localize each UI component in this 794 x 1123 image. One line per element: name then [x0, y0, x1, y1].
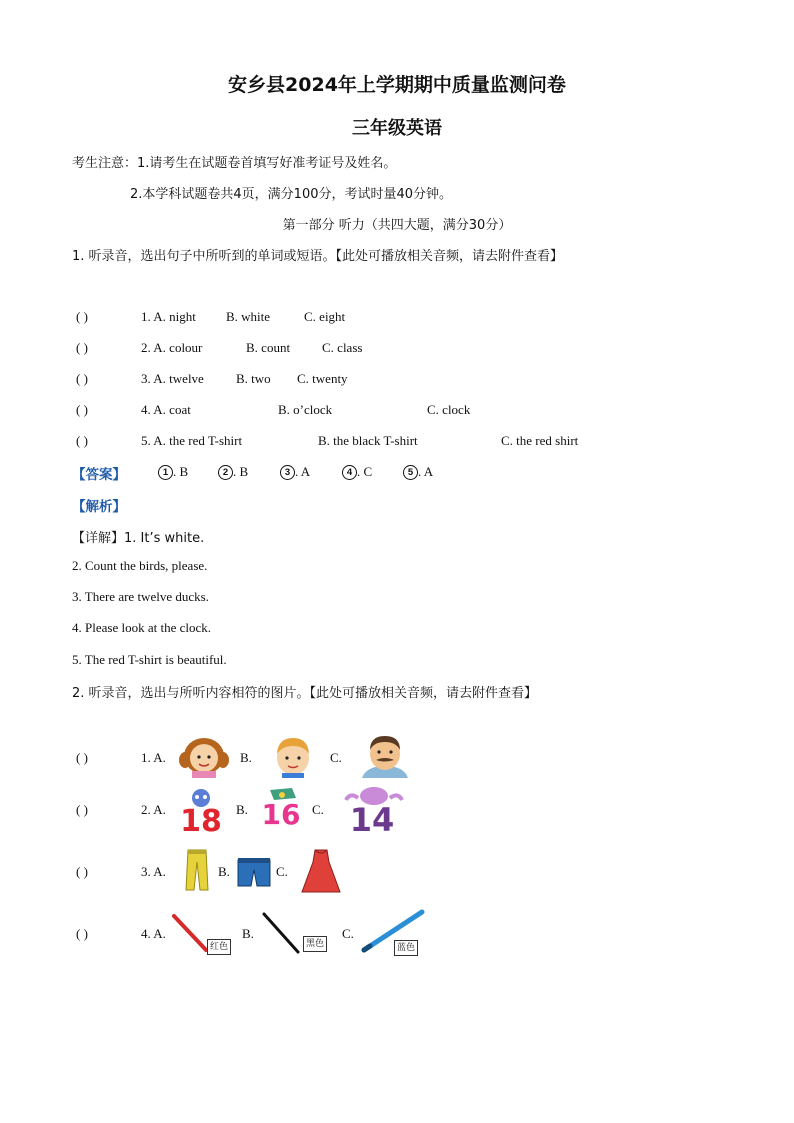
- detail-line-5: 5. The red T-shirt is beautiful.: [72, 652, 227, 667]
- girl-face-icon: [176, 734, 232, 778]
- q2-item-3-a: 3. A.: [141, 864, 166, 879]
- answer-blank: ( ): [76, 750, 88, 765]
- analysis-label: 【解析】: [72, 499, 126, 515]
- number-fourteen-icon: [336, 786, 408, 834]
- answer-value: . A: [295, 464, 311, 479]
- svg-text:14: 14: [349, 801, 395, 834]
- answer-1: [158, 464, 188, 480]
- answer-blank: ( ): [76, 802, 88, 817]
- detail-line-2: 2. Count the birds, please.: [72, 558, 208, 573]
- circled-number: 2: [218, 465, 233, 480]
- q1-item-5-b: B. the black T-shirt: [318, 433, 418, 448]
- answer-blank: ( ): [76, 926, 88, 941]
- q1-item-1-b: B. white: [226, 309, 271, 324]
- notes-line-1: 考生注意：1.请考生在试题卷首填写好准考证号及姓名。: [72, 156, 397, 171]
- shorts-icon: [236, 856, 272, 890]
- q1-item-2-b: B. count: [246, 340, 291, 355]
- q2-item-1-b: B.: [240, 750, 252, 765]
- circled-number: 4: [342, 465, 357, 480]
- q2-item-3-c: C.: [276, 864, 288, 879]
- black-crayon-icon: [260, 910, 302, 956]
- answer-blank: ( ): [76, 864, 88, 879]
- q2-item-3-b: B.: [218, 864, 230, 879]
- number-sixteen-icon: [252, 786, 310, 830]
- question-2-prompt: 2. 听录音，选出与所听内容相符的图片。【此处可播放相关音频，请去附件查看】: [72, 686, 538, 701]
- crayon-tag-blue: 蓝色: [394, 940, 418, 956]
- answer-blank: ( ): [76, 309, 88, 324]
- answer-3: [280, 464, 310, 480]
- question-1-prompt: 1. 听录音，选出句子中所听到的单词或短语。【此处可播放相关音频，请去附件查看】: [72, 249, 564, 264]
- q2-item-1-c: C.: [330, 750, 342, 765]
- svg-text:16: 16: [261, 798, 301, 830]
- q2-item-2-c: C.: [312, 802, 324, 817]
- answer-blank: ( ): [76, 402, 88, 417]
- q2-item-4-a: 4. A.: [141, 926, 166, 941]
- q1-item-3-a: 3. A. twelve: [141, 371, 204, 386]
- notes-line-2: 2.本学科试题卷共4页，满分100分，考试时量40分钟。: [130, 187, 453, 202]
- q1-item-3-c: C. twenty: [297, 371, 348, 386]
- number-eighteen-icon: [170, 788, 232, 834]
- part-heading: 第一部分 听力（共四大题，满分30分）: [282, 218, 512, 233]
- answer-value: . A: [418, 464, 434, 479]
- answer-value: . C: [357, 464, 373, 479]
- man-face-icon: [356, 732, 414, 778]
- page-title: 安乡县2024年上学期期中质量监测问卷: [228, 74, 566, 96]
- answer-label: 【答案】: [72, 467, 126, 483]
- circled-number: 3: [280, 465, 295, 480]
- q1-item-5-a: 5. A. the red T-shirt: [141, 433, 243, 448]
- page-subtitle: 三年级英语: [352, 118, 442, 139]
- crayon-tag-red: 红色: [207, 939, 231, 955]
- q2-item-1-a: 1. A.: [141, 750, 166, 765]
- q1-item-3-b: B. two: [236, 371, 271, 386]
- boy-face-icon: [268, 734, 318, 778]
- q2-item-4-b: B.: [242, 926, 254, 941]
- answer-2: [218, 464, 248, 480]
- detail-line-3: 3. There are twelve ducks.: [72, 589, 209, 604]
- answer-value: . B: [233, 464, 249, 479]
- answer-blank: ( ): [76, 371, 88, 386]
- q2-item-2-a: 2. A.: [141, 802, 166, 817]
- answer-blank: ( ): [76, 340, 88, 355]
- q1-item-4-c: C. clock: [427, 402, 471, 417]
- svg-text:18: 18: [180, 804, 222, 834]
- q2-item-4-c: C.: [342, 926, 354, 941]
- q1-item-1-c: C. eight: [304, 309, 346, 324]
- q1-item-5-c: C. the red shirt: [501, 433, 579, 448]
- crayon-tag-black: 黑色: [303, 936, 327, 952]
- circled-number: 1: [158, 465, 173, 480]
- q2-item-2-b: B.: [236, 802, 248, 817]
- answer-value: . B: [173, 464, 189, 479]
- dress-icon: [300, 848, 342, 894]
- q1-item-2-a: 2. A. colour: [141, 340, 203, 355]
- q1-item-1-a: 1. A. night: [141, 309, 196, 324]
- trousers-icon: [182, 848, 212, 892]
- q1-item-4-a: 4. A. coat: [141, 402, 191, 417]
- detail-line-1: 【详解】1. It’s white.: [72, 531, 205, 546]
- red-crayon-icon: [170, 912, 210, 954]
- answer-blank: ( ): [76, 433, 88, 448]
- detail-line-4: 4. Please look at the clock.: [72, 620, 211, 635]
- q1-item-4-b: B. o’clock: [278, 402, 333, 417]
- answer-4: [342, 464, 372, 480]
- answer-5: [403, 464, 433, 480]
- q1-item-2-c: C. class: [322, 340, 363, 355]
- circled-number: 5: [403, 465, 418, 480]
